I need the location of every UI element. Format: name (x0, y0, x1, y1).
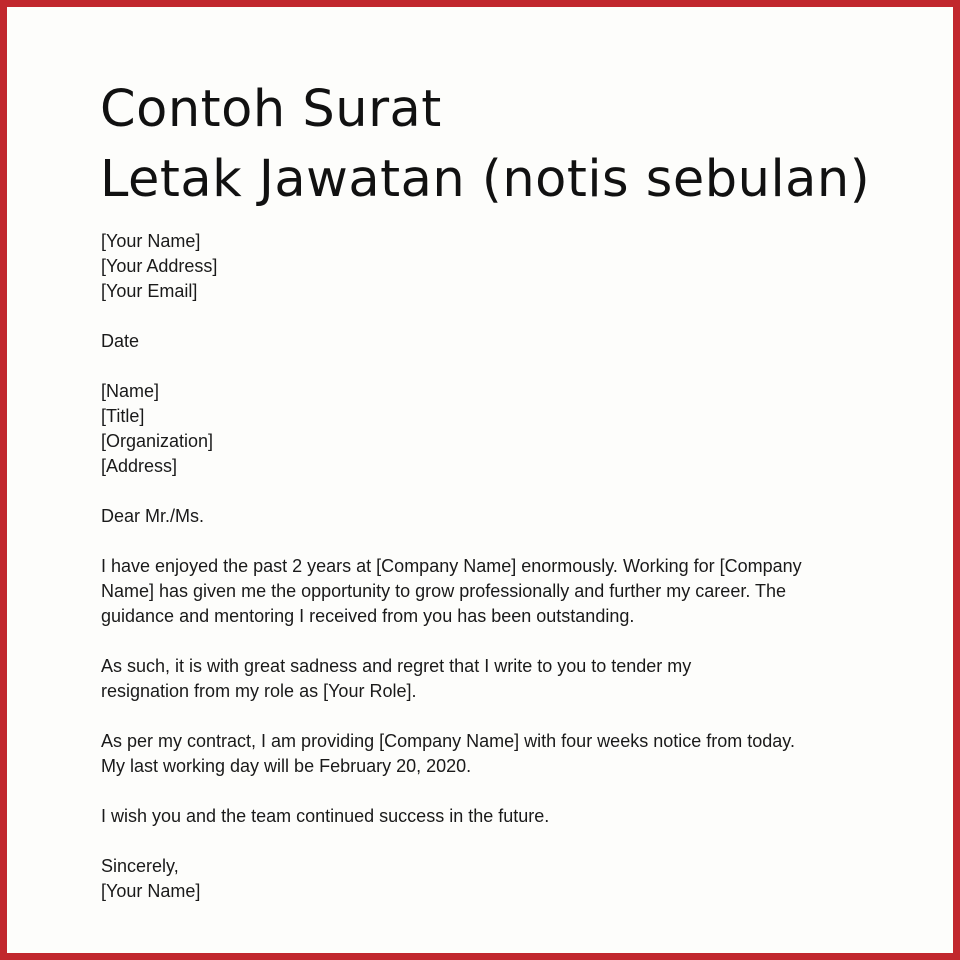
recipient-block (101, 379, 881, 479)
recipient-name: [Name] (101, 381, 160, 401)
salutation-block (101, 504, 881, 529)
sender-address: [Your Address] (101, 256, 218, 276)
closing-sincerely: Sincerely, (101, 856, 179, 876)
recipient-address: [Address] (101, 456, 178, 476)
paragraph-3 (101, 729, 881, 779)
letter-body (101, 229, 881, 904)
letter-date: Date (101, 331, 140, 351)
paragraph-line: My last working day will be February 20, 2020. (101, 756, 472, 776)
paragraph-line: I wish you and the team continued success in the future. (101, 806, 550, 826)
paragraph-line: As such, it is with great sadness and regret that I write to you to tender my (101, 656, 692, 676)
paragraph-line: As per my contract, I am providing [Company Name] with four weeks notice from today. (101, 731, 795, 751)
date-block (101, 329, 881, 354)
title-line-1: Contoh Surat (100, 80, 442, 139)
paragraph-line: Name] has given me the opportunity to grow professionally and further my career. The (101, 581, 787, 601)
paragraph-2 (101, 654, 881, 704)
recipient-organization: [Organization] (101, 431, 214, 451)
paragraph-line: resignation from my role as [Your Role]. (101, 681, 417, 701)
closing-name: [Your Name] (101, 881, 201, 901)
sender-block (101, 229, 881, 304)
sender-email: [Your Email] (101, 281, 198, 301)
paragraph-line: I have enjoyed the past 2 years at [Company Name] enormously. Working for [Company (101, 556, 802, 576)
paragraph-1 (101, 554, 881, 629)
salutation: Dear Mr./Ms. (101, 506, 205, 526)
title-line-2: Letak Jawatan (notis sebulan) (100, 150, 871, 209)
paragraph-4 (101, 804, 881, 829)
recipient-title: [Title] (101, 406, 145, 426)
document-title (100, 75, 870, 215)
closing-block (101, 854, 881, 904)
paragraph-line: guidance and mentoring I received from you has been outstanding. (101, 606, 635, 626)
sender-name: [Your Name] (101, 231, 201, 251)
